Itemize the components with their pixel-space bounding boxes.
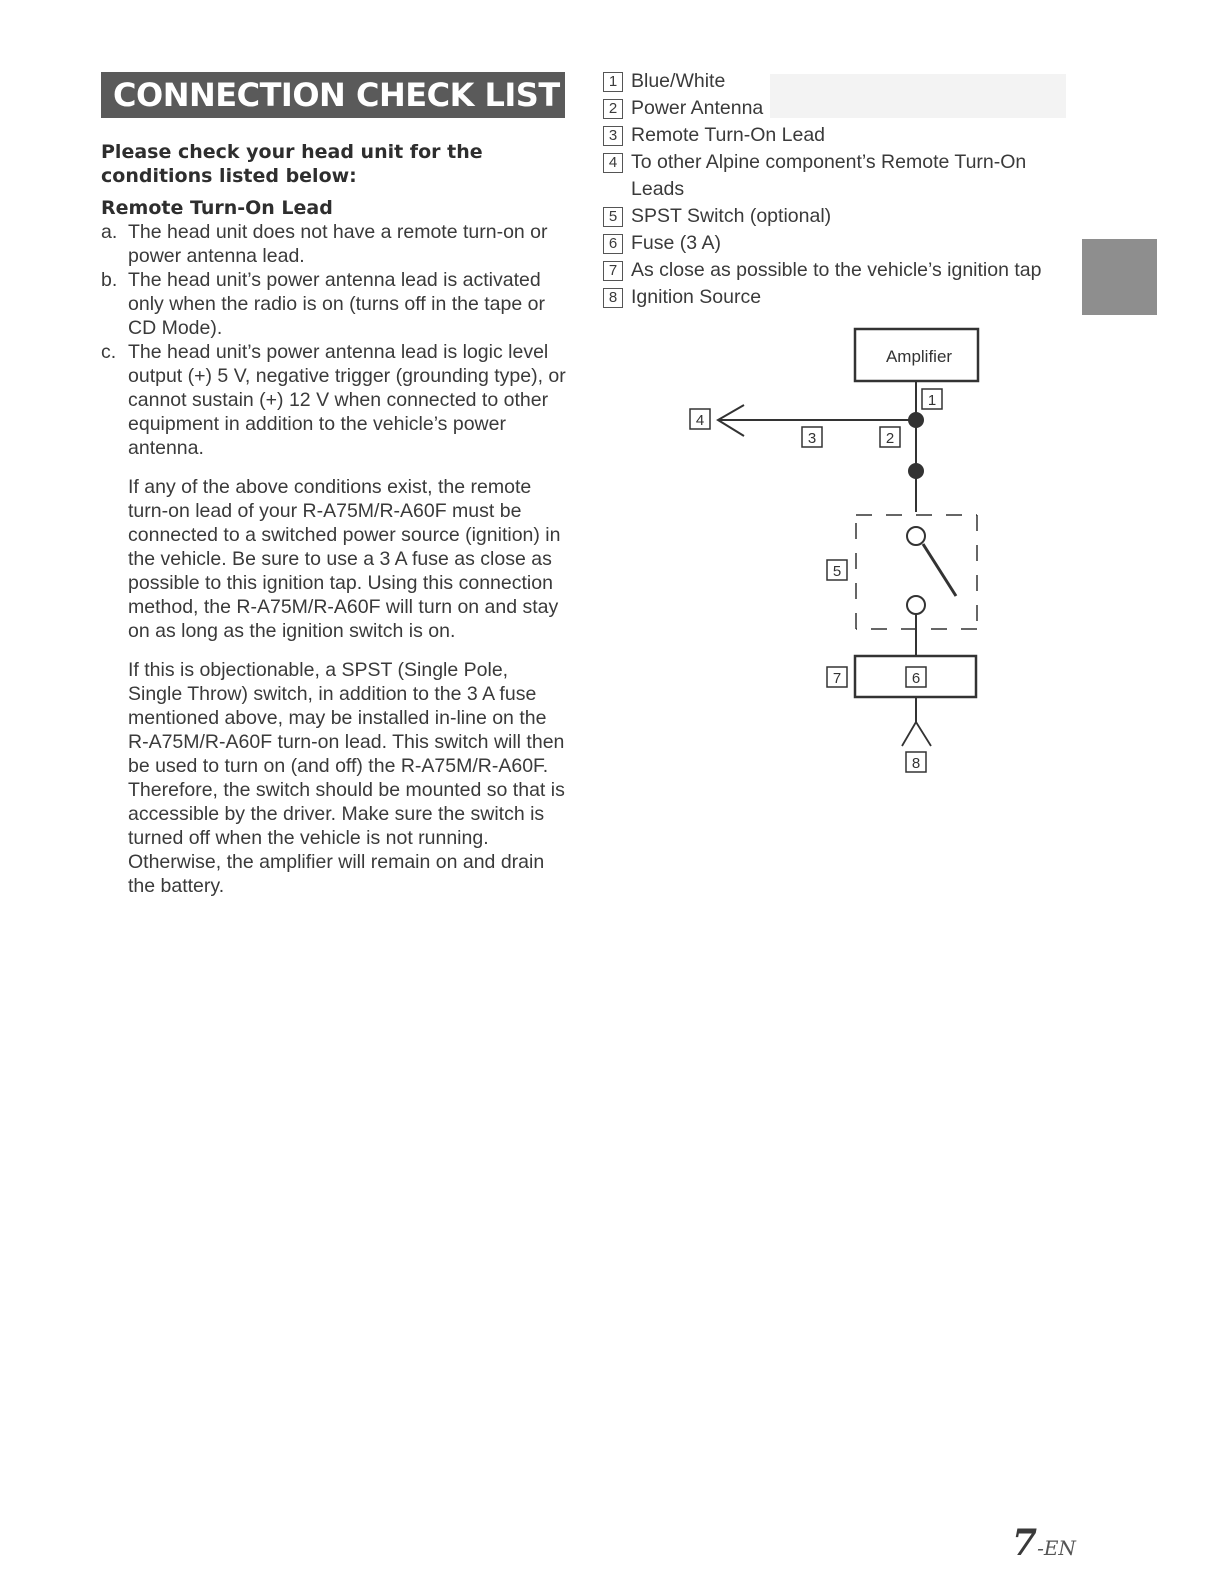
legend-item <box>603 122 1063 149</box>
list-text: The head unit’s power antenna lead is activated only when the radio is on (turns off in the tape or CD Mode). <box>128 269 545 339</box>
legend-text: Ignition Source <box>631 286 762 308</box>
wiring-diagram <box>680 320 1000 780</box>
callout-label: 6 <box>911 670 921 687</box>
legend-item <box>603 203 1063 230</box>
amplifier-label: Amplifier <box>885 347 953 366</box>
paragraph-ignition: If any of the above conditions exist, the remote turn-on lead of your R-A75M/R-A60F must be connected to a switched power source (ignition) in the vehicle. Be sure to use a 3 A fuse as close as possible to this ignition tap. Using this connection method, the R-A75M/R-A60F will turn on and stay on as long as the ignition switch is on. <box>128 476 561 642</box>
list-letter: c. <box>101 341 117 363</box>
paragraph-spst: If this is objectionable, a SPST (Single Pole, Single Throw) switch, in addition to the 3 A fuse mentioned above, may be installed in-line on the R-A75M/R-A60F turn-on lead. This switch will then be used to turn on (and off) the R-A75M/R-A60F. Therefore, the switch should be mounted so that is accessible by the driver. Make sure the switch is turned off when the vehicle is not running. Otherwise, the amplifier will remain on and drain the battery. <box>128 659 565 897</box>
section-title: CONNECTION CHECK LIST <box>101 72 565 118</box>
switch-contact-top <box>907 527 925 545</box>
legend-item <box>603 257 1063 284</box>
legend-number: 5 <box>603 207 623 227</box>
callout-label: 8 <box>911 755 921 772</box>
legend-number: 4 <box>603 153 623 173</box>
list-item <box>101 268 567 340</box>
legend-item <box>603 149 1063 203</box>
legend-number: 2 <box>603 99 623 119</box>
legend-number: 6 <box>603 234 623 254</box>
legend-text: As close as possible to the vehicle’s ignition tap <box>631 259 1042 281</box>
legend-text: SPST Switch (optional) <box>631 205 832 227</box>
ground-symbol <box>902 722 931 746</box>
page-number <box>1012 1522 1076 1564</box>
legend-number: 1 <box>603 72 623 92</box>
list-letter: a. <box>101 221 118 243</box>
legend-text: Blue/White <box>631 70 726 92</box>
callout-label: 7 <box>832 670 842 687</box>
callout-label: 1 <box>927 392 937 409</box>
legend-number: 7 <box>603 261 623 281</box>
callout-label: 2 <box>885 430 895 447</box>
callout-label: 5 <box>832 563 842 580</box>
list-letter: b. <box>101 269 118 291</box>
legend-list <box>603 68 1063 311</box>
list-item <box>101 220 567 268</box>
legend-number: 3 <box>603 126 623 146</box>
legend-item <box>603 95 1063 122</box>
junction-dot <box>908 463 924 479</box>
switch-contact-bottom <box>907 596 925 614</box>
page-number-value: 7 <box>1012 1522 1038 1564</box>
list-text: The head unit’s power antenna lead is logic level output (+) 5 V, negative trigger (grounding type), or cannot sustain (+) 12 V when connected to other equipment in addition to the vehicle’s power antenna. <box>128 341 566 459</box>
page-number-suffix: -EN <box>1037 1536 1076 1560</box>
legend-text: Fuse (3 A) <box>631 232 721 254</box>
legend-item <box>603 284 1063 311</box>
callout-label: 3 <box>807 430 817 447</box>
legend-item <box>603 68 1063 95</box>
list-item <box>101 340 567 460</box>
side-tab-marker <box>1082 239 1157 315</box>
subheading: Remote Turn-On Lead <box>101 197 333 219</box>
legend-item <box>603 230 1063 257</box>
conditions-list <box>101 220 567 460</box>
junction-dot <box>908 412 924 428</box>
legend-text: To other Alpine component’s Remote Turn-On Leads <box>631 151 1027 200</box>
intro-text: Please check your head unit for the conditions listed below: <box>101 141 483 187</box>
left-column <box>101 140 567 898</box>
legend-text: Remote Turn-On Lead <box>631 124 826 146</box>
legend-text: Power Antenna <box>631 97 764 119</box>
list-text: The head unit does not have a remote turn-on or power antenna lead. <box>128 221 548 267</box>
legend-number: 8 <box>603 288 623 308</box>
callout-label: 4 <box>695 412 705 429</box>
switch-lever <box>923 544 956 596</box>
